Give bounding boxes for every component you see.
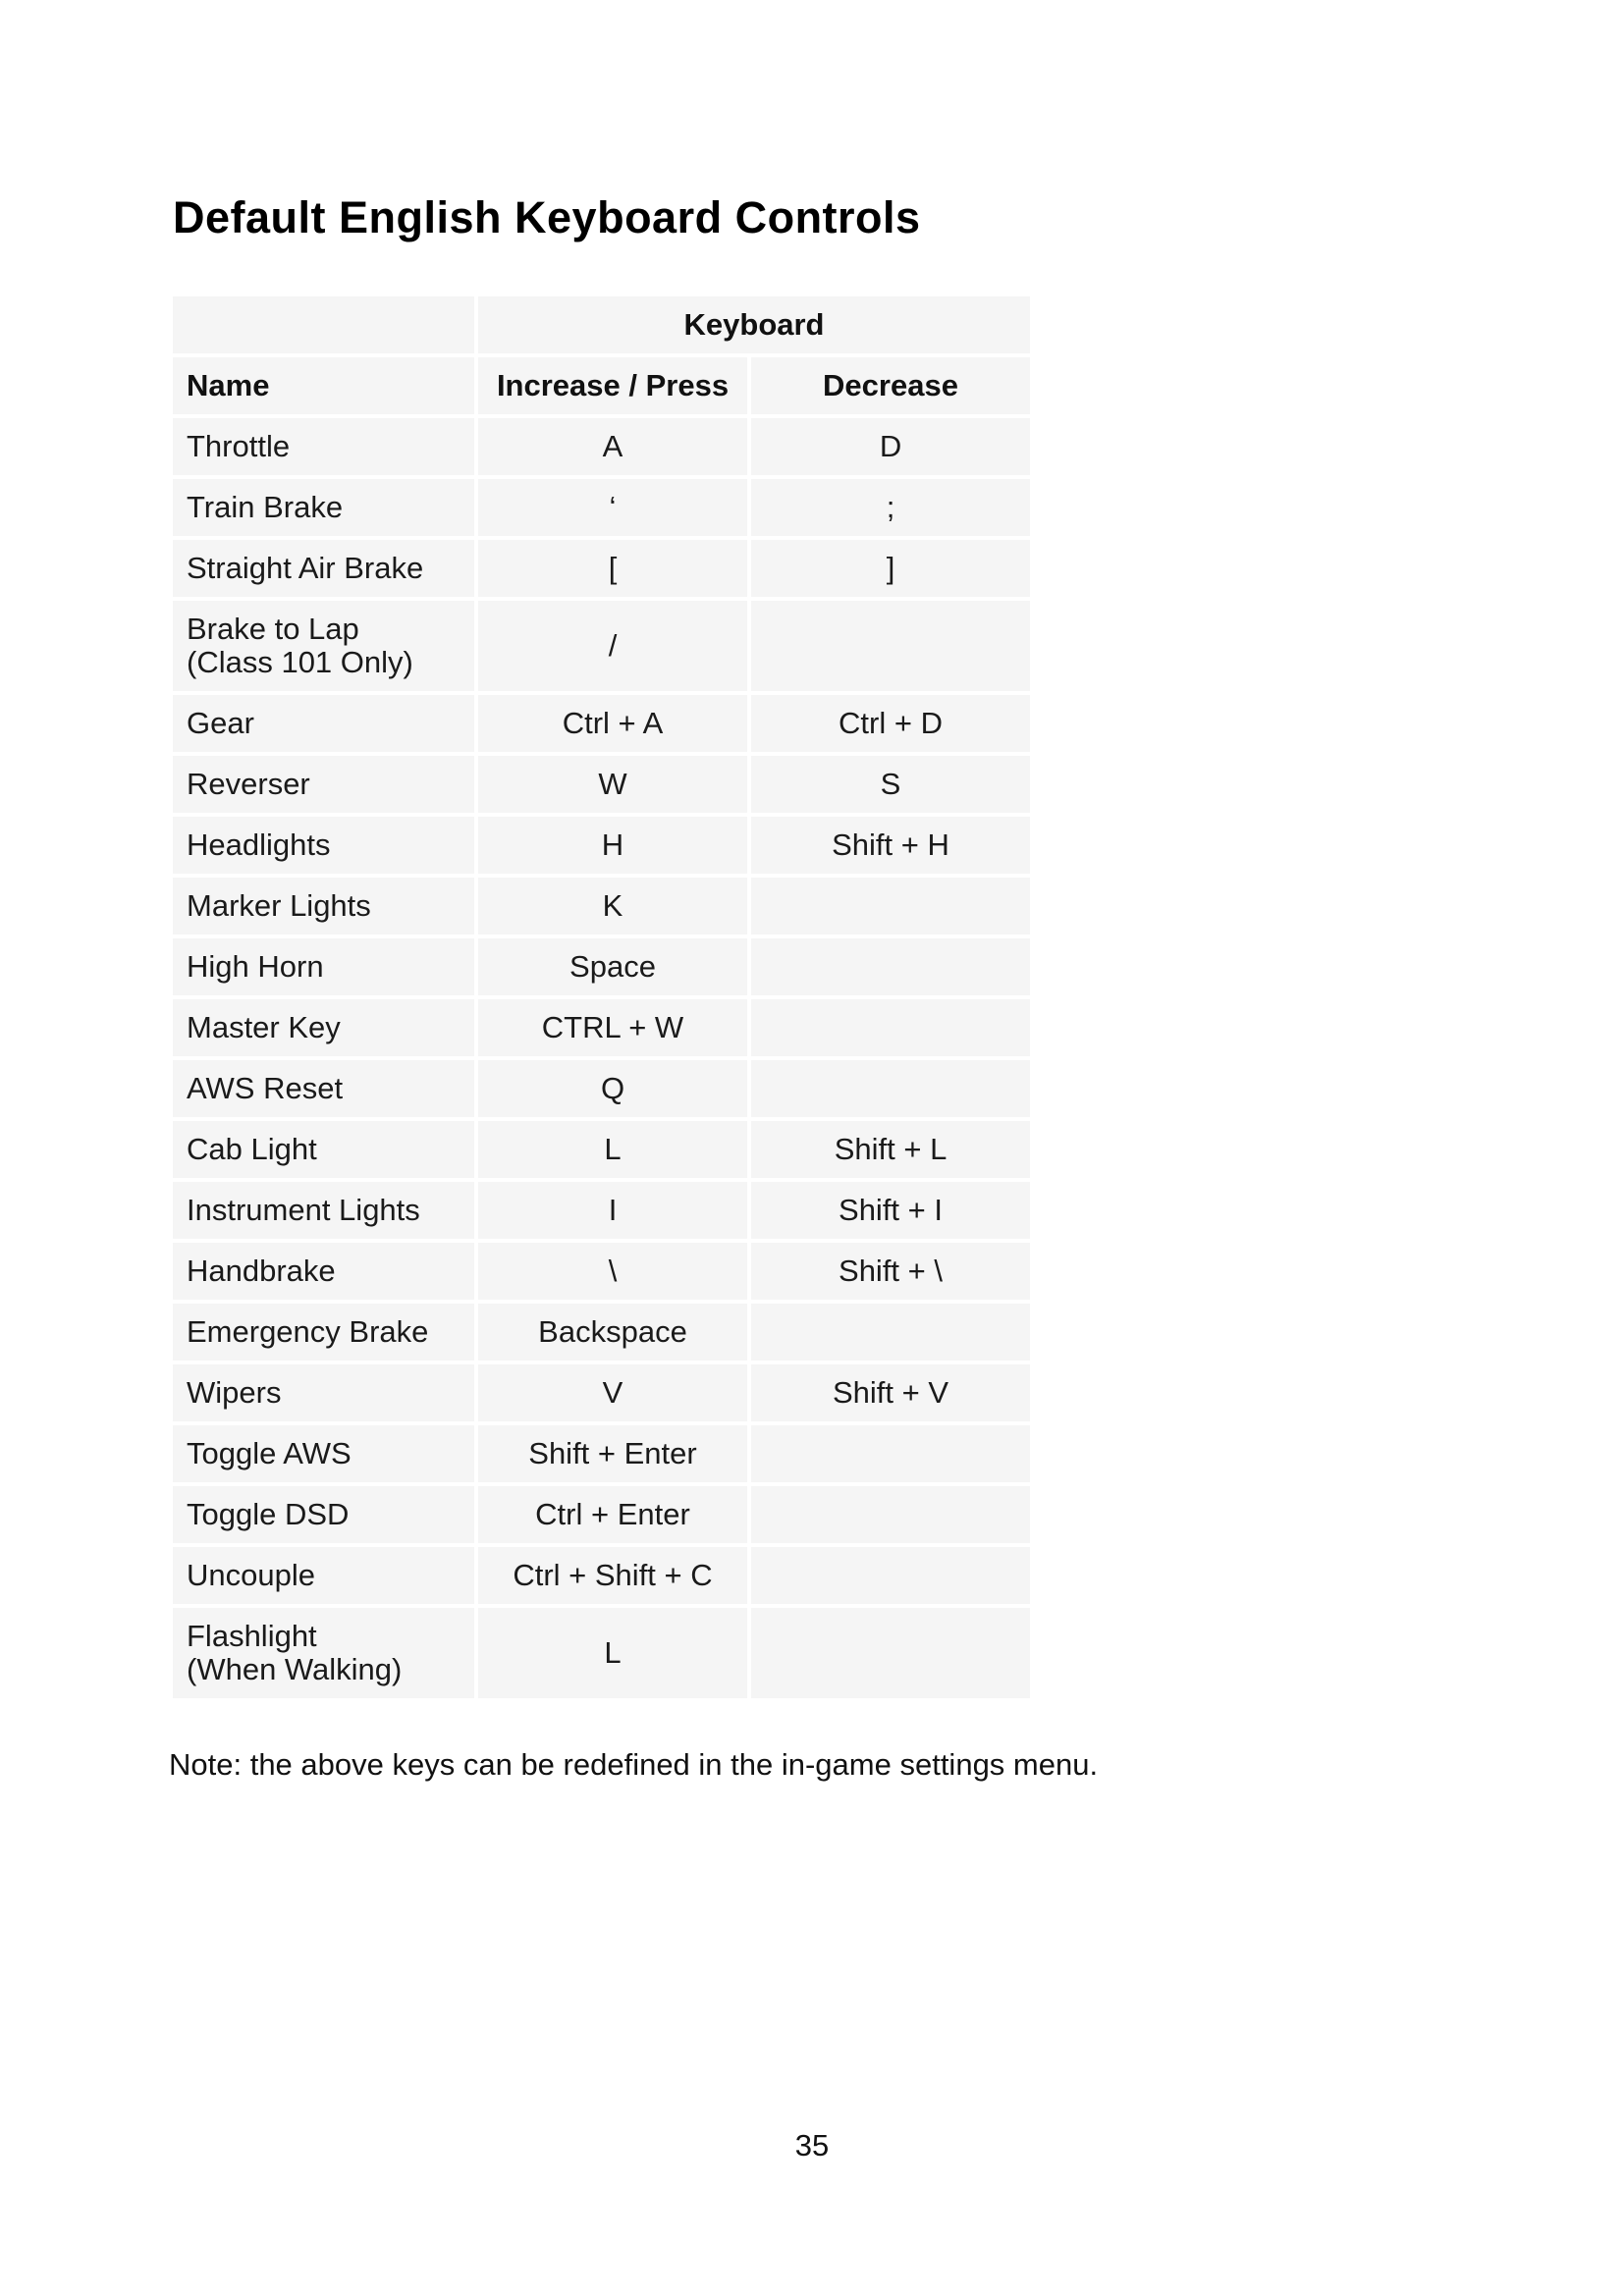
decrease-key-cell	[751, 999, 1030, 1056]
control-name: Train Brake	[187, 490, 344, 524]
column-header-row	[173, 357, 1030, 414]
increase-key-cell: Ctrl + Enter	[478, 1486, 747, 1543]
table-body	[173, 296, 1030, 1698]
control-name: Toggle AWS	[187, 1436, 352, 1470]
table-row	[173, 601, 1030, 691]
increase-key-cell: Ctrl + A	[478, 695, 747, 752]
increase-key-cell: V	[478, 1364, 747, 1421]
keyboard-controls-table	[169, 293, 1034, 1702]
increase-key-cell: W	[478, 756, 747, 813]
column-header-increase-press: Increase / Press	[478, 357, 747, 414]
decrease-key-cell	[751, 1425, 1030, 1482]
control-name-cell	[173, 756, 474, 813]
decrease-key-cell: D	[751, 418, 1030, 475]
table-row	[173, 1547, 1030, 1604]
table-row	[173, 938, 1030, 995]
decrease-key-cell	[751, 1486, 1030, 1543]
decrease-key-cell	[751, 1060, 1030, 1117]
table-row	[173, 479, 1030, 536]
control-name-cell	[173, 1608, 474, 1698]
control-name-cell	[173, 1182, 474, 1239]
table-row	[173, 878, 1030, 934]
column-header-name: Name	[173, 357, 474, 414]
control-name: High Horn	[187, 949, 324, 984]
column-header-decrease: Decrease	[751, 357, 1030, 414]
table-row	[173, 1121, 1030, 1178]
increase-key-cell: CTRL + W	[478, 999, 747, 1056]
decrease-key-cell	[751, 1608, 1030, 1698]
control-name-cell	[173, 479, 474, 536]
decrease-key-cell	[751, 601, 1030, 691]
increase-key-cell: L	[478, 1121, 747, 1178]
note-text: Note: the above keys can be redefined in the in-game settings menu.	[169, 1747, 1099, 1782]
control-name: Marker Lights	[187, 888, 371, 923]
control-name-secondary: (Class 101 Only)	[187, 645, 413, 679]
control-name: Cab Light	[187, 1132, 317, 1166]
control-name: Emergency Brake	[187, 1314, 429, 1349]
control-name: Brake to Lap	[187, 612, 359, 646]
table-row	[173, 695, 1030, 752]
decrease-key-cell: Shift + V	[751, 1364, 1030, 1421]
increase-key-cell: K	[478, 878, 747, 934]
increase-key-cell: [	[478, 540, 747, 597]
group-header-row	[173, 296, 1030, 353]
control-name: Gear	[187, 706, 254, 740]
increase-key-cell: /	[478, 601, 747, 691]
increase-key-cell: A	[478, 418, 747, 475]
control-name-cell	[173, 1304, 474, 1361]
increase-key-cell: H	[478, 817, 747, 874]
control-name-cell	[173, 1364, 474, 1421]
control-name-cell	[173, 1121, 474, 1178]
table-row	[173, 999, 1030, 1056]
control-name-secondary: (When Walking)	[187, 1652, 403, 1686]
decrease-key-cell: ;	[751, 479, 1030, 536]
increase-key-cell: Backspace	[478, 1304, 747, 1361]
increase-key-cell: Space	[478, 938, 747, 995]
increase-key-cell: \	[478, 1243, 747, 1300]
table-row	[173, 1486, 1030, 1543]
control-name-cell	[173, 999, 474, 1056]
control-name: Headlights	[187, 828, 331, 862]
decrease-key-cell: Shift + \	[751, 1243, 1030, 1300]
content-area	[169, 293, 1099, 1783]
control-name: Toggle DSD	[187, 1497, 350, 1531]
control-name: Reverser	[187, 767, 310, 801]
increase-key-cell: L	[478, 1608, 747, 1698]
increase-key-cell: ‘	[478, 479, 747, 536]
control-name-cell	[173, 418, 474, 475]
decrease-key-cell: ]	[751, 540, 1030, 597]
control-name-cell	[173, 938, 474, 995]
table-row	[173, 1060, 1030, 1117]
control-name-cell	[173, 1425, 474, 1482]
decrease-key-cell	[751, 1547, 1030, 1604]
table-row	[173, 1243, 1030, 1300]
control-name-cell	[173, 1243, 474, 1300]
page-number: 35	[794, 2128, 830, 2163]
increase-key-cell: I	[478, 1182, 747, 1239]
control-name-cell	[173, 878, 474, 934]
control-name-cell	[173, 1547, 474, 1604]
control-name-cell	[173, 1060, 474, 1117]
table-row	[173, 756, 1030, 813]
decrease-key-cell: Shift + L	[751, 1121, 1030, 1178]
decrease-key-cell	[751, 878, 1030, 934]
control-name: Handbrake	[187, 1254, 336, 1288]
control-name: AWS Reset	[187, 1071, 344, 1105]
decrease-key-cell	[751, 1304, 1030, 1361]
page-title: Default English Keyboard Controls	[173, 192, 921, 242]
table-row	[173, 1182, 1030, 1239]
increase-key-cell: Q	[478, 1060, 747, 1117]
table-row	[173, 1425, 1030, 1482]
control-name: Straight Air Brake	[187, 551, 424, 585]
control-name-cell	[173, 601, 474, 691]
control-name: Uncouple	[187, 1558, 315, 1592]
control-name: Instrument Lights	[187, 1193, 420, 1227]
control-name-cell	[173, 540, 474, 597]
control-name: Master Key	[187, 1010, 341, 1044]
table-row	[173, 1608, 1030, 1698]
control-name-cell	[173, 817, 474, 874]
group-header-keyboard: Keyboard	[478, 296, 1030, 353]
increase-key-cell: Shift + Enter	[478, 1425, 747, 1482]
table-row	[173, 1364, 1030, 1421]
control-name-cell	[173, 695, 474, 752]
control-name: Wipers	[187, 1375, 282, 1410]
decrease-key-cell: Shift + I	[751, 1182, 1030, 1239]
control-name: Flashlight	[187, 1619, 317, 1653]
control-name-cell	[173, 1486, 474, 1543]
decrease-key-cell: Shift + H	[751, 817, 1030, 874]
table-row	[173, 540, 1030, 597]
table-row	[173, 817, 1030, 874]
increase-key-cell: Ctrl + Shift + C	[478, 1547, 747, 1604]
decrease-key-cell	[751, 938, 1030, 995]
decrease-key-cell: S	[751, 756, 1030, 813]
control-name: Throttle	[187, 429, 291, 463]
decrease-key-cell: Ctrl + D	[751, 695, 1030, 752]
table-row	[173, 418, 1030, 475]
table-row	[173, 1304, 1030, 1361]
group-header-spacer-cell	[173, 296, 474, 353]
